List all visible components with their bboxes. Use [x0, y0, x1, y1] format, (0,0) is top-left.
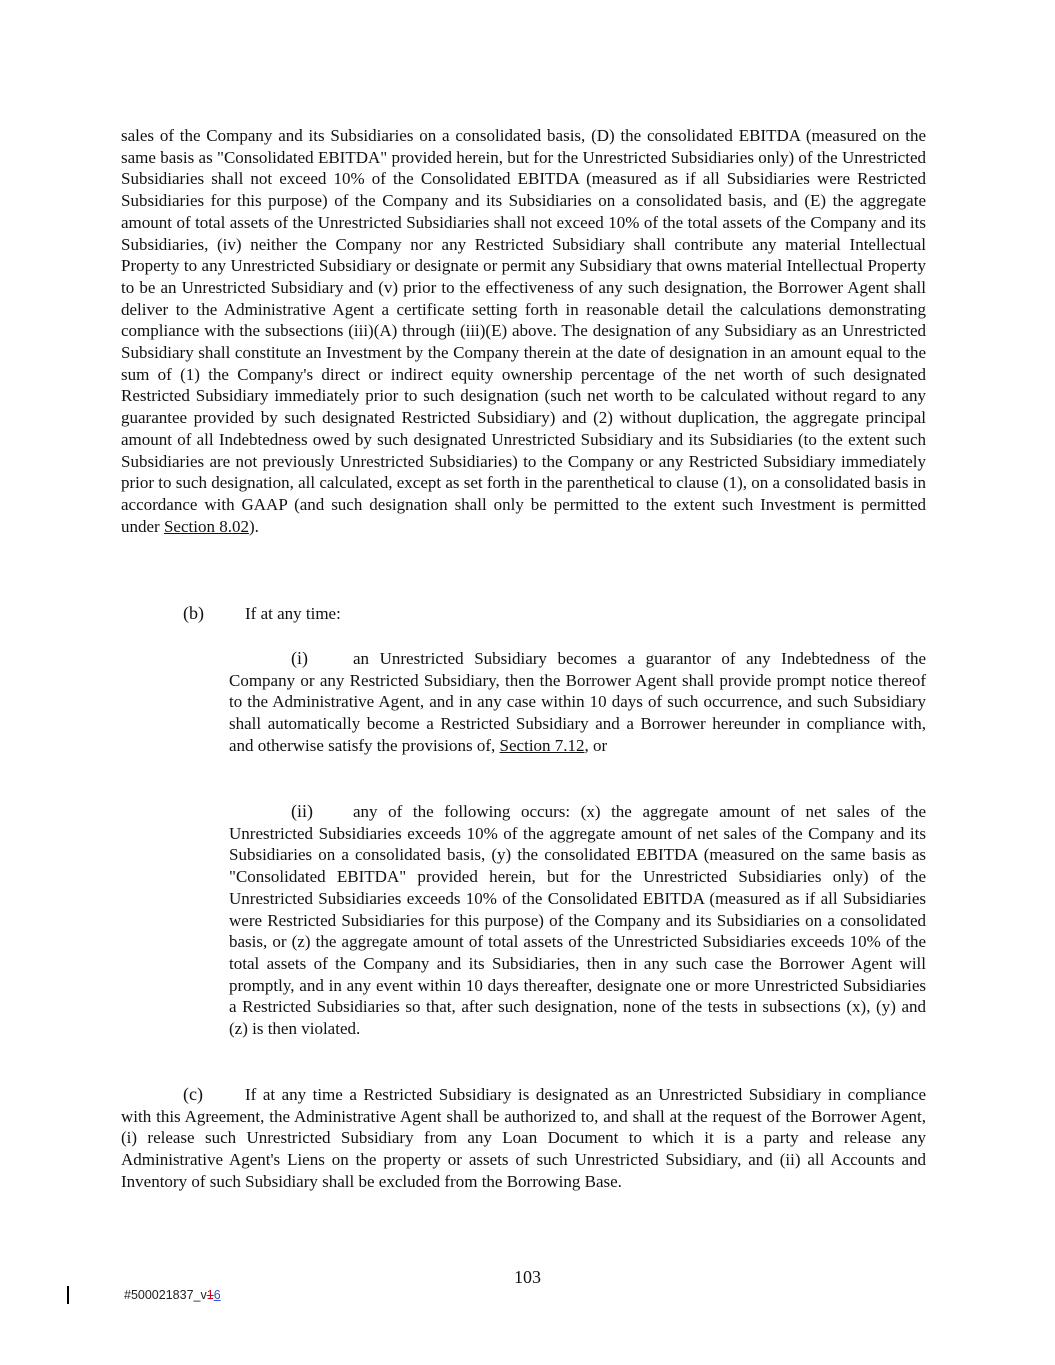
document-version-inserted: 6 [213, 1288, 221, 1302]
page-number: 103 [514, 1267, 541, 1287]
section-7-12-reference[interactable]: Section 7.12 [499, 735, 585, 755]
clause-i-paragraph [229, 648, 926, 757]
section-8-02-reference[interactable]: Section 8.02 [163, 516, 249, 536]
clause-i-text: an Unrestricted Subsidiary becomes a guarantor of any Indebtedness of the Company or any Restricted Subsidiary, then the Borrower Agent shall provide prompt notice thereof to the Administrative Agent, and in any case within 10 days of such occurrence, and such Subsidiary shall automatically become a Restricted Subsidiary and a Borrower hereunder in compliance with, and otherwise satisfy the provisions of, [229, 649, 926, 755]
paragraph-continuation-end: ). [248, 516, 259, 536]
clause-ii-marker: (ii) [291, 801, 313, 821]
revision-change-bar [67, 1286, 69, 1304]
paragraph-continuation-text: sales of the Company and its Subsidiaries on a consolidated basis, (D) the consolidated EBITDA (measured on the same basis as "Consolidated EBITDA" provided herein, but for the Unrestricted Subsidiaries only) of the Unrestricted Subsidiaries shall not exceed 10% of the Consolidated EBITDA (measured as if all Subsidiaries were Restricted Subsidiaries for this purpose) of the Company and its Subsidiaries on a consolidated basis, and (E) the aggregate amount of total assets of the Unrestricted Subsidiaries shall not exceed 10% of the total assets of the Company and its Subsidiaries, (iv) neither the Company nor any Restricted Subsidiary shall contribute any material Intellectual Property to any Unrestricted Subsidiary or designate or permit any Subsidiary that owns material Intellectual Property to be an Unrestricted Subsidiary and (v) prior to the effectiveness of any such designation, the Borrower Agent shall deliver to the Administrative Agent a certificate setting forth in reasonable detail the calculations demonstrating compliance with the subsections (iii)(A) through (iii)(E) above. The designation of any Subsidiary as an Unrestricted Subsidiary shall constitute an Investment by the Company therein at the date of designation in an amount equal to the sum of (1) the Company's direct or indirect equity ownership percentage of the net worth of such designated Restricted Subsidiary immediately prior to such designation (such net worth to be calculated without regard to any guarantee provided by such designated Restricted Subsidiary) and (2) without duplication, the aggregate principal amount of all Indebtedness owed by such designated Unrestricted Subsidiary and its Subsidiaries (to the extent such Subsidiaries are not previously Unrestricted Subsidiaries) to the Company or any Restricted Subsidiary immediately prior to such designation, all calculated, except as set forth in the parenthetical to clause (1), on a consolidated basis in accordance with GAAP (and such designation shall only be permitted to the extent such Investment is permitted under [121, 126, 926, 536]
clause-ii-paragraph [229, 801, 926, 1040]
clause-ii-text: any of the following occurs: (x) the aggregate amount of net sales of the Unrestricted Subsidiaries exceeds 10% of the aggregate amount of net sales of the Company and its Subsidiaries on a consolidated basis, (y) the consolidated EBITDA (measured on the same basis as "Consolidated EBITDA" provided herein, but for the Unrestricted Subsidiaries only) of the Unrestricted Subsidiaries exceeds 10% of the Consolidated EBITDA (measured as if all Subsidiaries were Restricted Subsidiaries for this purpose) of the Company and its Subsidiaries on a consolidated basis, or (z) the aggregate amount of total assets of the Unrestricted Subsidiaries exceeds 10% of the total assets of the Company and its Subsidiaries, then in any such case the Borrower Agent will promptly, and in any event within 10 days thereafter, designate one or more Unrestricted Subsidiaries a Restricted Subsidiaries so that, after such designation, none of the tests in subsections (x), (y) and (z) is then violated. [229, 802, 926, 1039]
document-version-deleted: 1 [206, 1288, 214, 1302]
section-b-marker: (b) [183, 603, 204, 623]
paragraph-continuation [121, 125, 926, 537]
clause-i-marker: (i) [291, 648, 308, 668]
section-b-heading [183, 603, 341, 625]
document-id [124, 1288, 221, 1302]
section-b-text: If at any time: [245, 604, 341, 623]
clause-i-end: , or [584, 735, 608, 755]
section-c-paragraph [121, 1084, 926, 1193]
section-c-text: If at any time a Restricted Subsidiary is designated as an Unrestricted Subsidiary in compliance with this Agreement, the Administrative Agent shall be authorized to, and shall at the request of the Borrower Agent, (i) release such Unrestricted Subsidiary from any Loan Document to which it is a party and release any Administrative Agent's Liens on the property or assets of such Unrestricted Subsidiary, and (ii) all Accounts and Inventory of such Subsidiary shall be excluded from the Borrowing Base. [121, 1085, 926, 1191]
document-id-prefix: #500021837_v [124, 1288, 207, 1302]
section-c-marker: (c) [183, 1084, 203, 1104]
